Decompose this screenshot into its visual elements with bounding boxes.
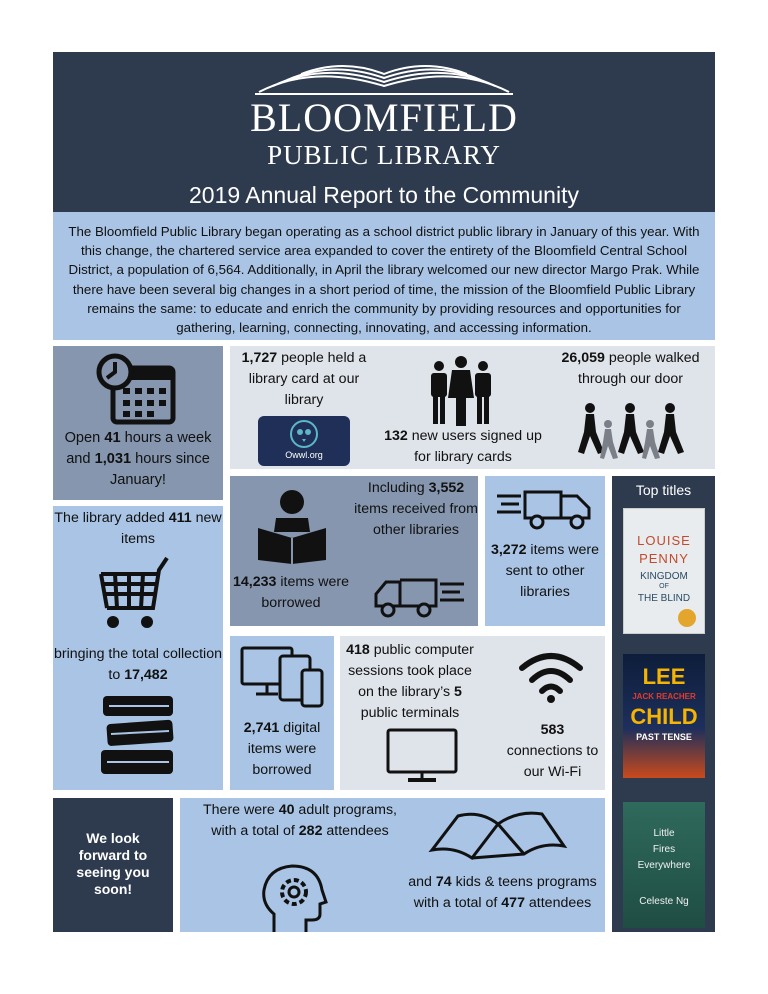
shopping-cart-icon bbox=[97, 556, 183, 636]
delivery-truck-left-icon bbox=[370, 576, 466, 620]
adult-programs-text: There were 40 adult programs, with a total of 282 attendees bbox=[203, 802, 397, 839]
closing-message: We look forward to seeing you soon! bbox=[76, 830, 150, 897]
added-items-text: The library added 411 new items bbox=[54, 510, 222, 547]
digital-devices-icon bbox=[240, 644, 326, 710]
people-group-icon bbox=[428, 356, 494, 426]
head-gear-icon bbox=[260, 864, 328, 932]
award-seal bbox=[678, 609, 696, 627]
hours-panel bbox=[53, 346, 223, 500]
intro-paragraph: The Bloomfield Public Library began operating as a school district public library in January of this year. With this change, the chartered service area expanded to cover the entirety of the Bloomfield Central School District, a population of 6,564. Additionally, in April the library welcomed our new director Margo Prak. While there have been several big changes in a short period of time, the mission of the Bloomfield Public Library remains the same: to educate and enrich the community by providing resources and opportunities for gathering, learning, connecting, innovating, and accessing information. bbox=[53, 212, 715, 340]
collection-total-text: bringing the total collection to 17,482 bbox=[54, 646, 222, 683]
digital-text: 2,741 digital items were borrowed bbox=[243, 720, 321, 778]
borrowed-text: 14,233 items were borrowed bbox=[233, 574, 349, 611]
computer-sessions-text: 418 public computer sessions took place on the library’s 5 public terminals bbox=[346, 642, 474, 721]
owl-icon bbox=[289, 419, 319, 449]
report-title: 2019 Annual Report to the Community bbox=[189, 182, 579, 208]
programs-panel bbox=[180, 798, 605, 932]
closing-panel bbox=[53, 798, 173, 932]
new-users-text: 132 new users signed up for library cards bbox=[384, 428, 542, 465]
monitor-icon bbox=[386, 728, 458, 784]
delivery-truck-right-icon bbox=[495, 488, 595, 532]
patrons-panel bbox=[230, 346, 715, 469]
top-titles-panel bbox=[612, 476, 715, 932]
technology-panel bbox=[340, 636, 605, 790]
borrowing-panel bbox=[230, 476, 478, 626]
walking-people-icon bbox=[576, 402, 688, 462]
book-stack-icon bbox=[99, 694, 179, 778]
reading-person-icon bbox=[254, 488, 330, 564]
top-titles-heading: Top titles bbox=[635, 482, 692, 498]
report-header bbox=[53, 52, 715, 212]
received-text: Including 3,552 items received from other libraries bbox=[354, 480, 478, 538]
open-book-icon bbox=[428, 806, 568, 862]
brand-subtitle: PUBLIC LIBRARY bbox=[267, 140, 501, 170]
brand-name: BLOOMFIELD bbox=[250, 95, 518, 140]
digital-panel bbox=[230, 636, 334, 790]
hours-text: Open 41 hours a week and 1,031 hours since January! bbox=[64, 430, 212, 488]
open-book-logo-icon bbox=[253, 58, 515, 96]
kids-programs-text: and 74 kids & teens programs with a total of 477 attendees bbox=[408, 874, 597, 911]
book-cover-kingdom-of-the-blind: LOUISE PENNY KINGDOM OF THE BLIND bbox=[623, 508, 705, 634]
library-card-text: 1,727 people held a library card at our library bbox=[241, 350, 367, 408]
owwl-logo: Owwl.org bbox=[258, 416, 350, 466]
book-cover-past-tense: LEE JACK REACHER CHILD PAST TENSE bbox=[623, 654, 705, 778]
wifi-icon bbox=[516, 648, 586, 704]
calendar-clock-icon bbox=[93, 350, 183, 428]
walked-text: 26,059 people walked through our door bbox=[561, 350, 700, 387]
sent-panel bbox=[485, 476, 605, 626]
sent-text: 3,272 items were sent to other libraries bbox=[490, 542, 600, 600]
collection-panel bbox=[53, 506, 223, 790]
book-cover-little-fires-everywhere: Little Fires Everywhere Celeste Ng bbox=[623, 802, 705, 928]
wifi-text: 583 connections to our Wi-Fi bbox=[506, 722, 599, 780]
